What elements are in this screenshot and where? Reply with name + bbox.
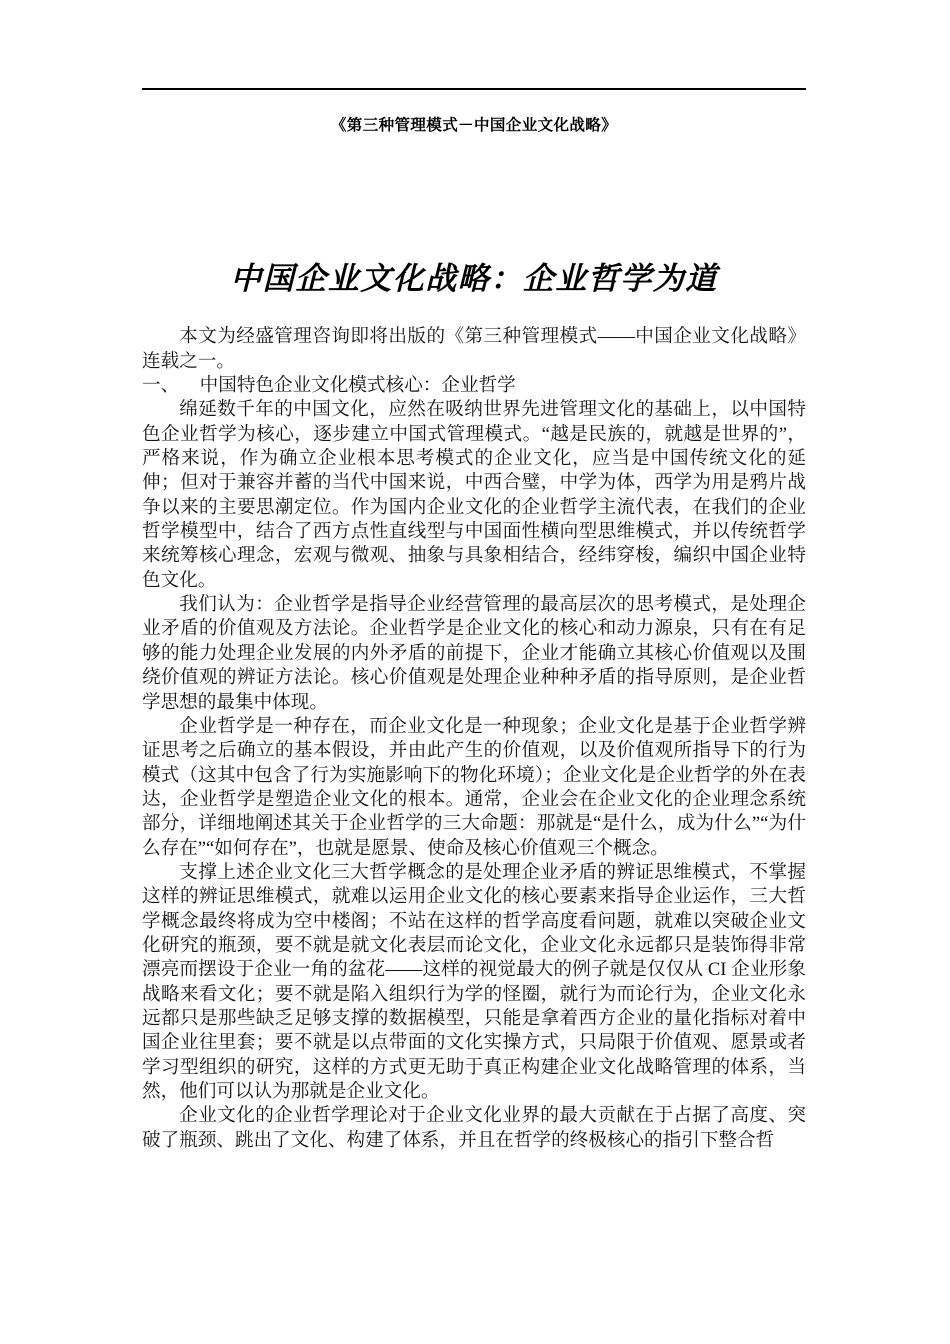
body-paragraph: 企业哲学是一种存在，而企业文化是一种现象；企业文化是基于企业哲学辨证思考之后确立的基本假设，并由此产生的价值观，以及价值观所指导下的行为模式（这其中包含了行为实施影响下的物化环境）；企业文化是企业哲学的外在表达，企业哲学是塑造企业文化的根本。通常，企业会在企业文化的企业理念系统部分，详细地阐述其关于企业哲学的三大命题：那就是“是什么，成为什么”“为什么存在”“如何存在”，也就是愿景、使命及核心价值观三个概念。 (142, 715, 806, 859)
section-heading (142, 374, 806, 398)
page-content-column (142, 0, 806, 1153)
page-title: 中国企业文化战略：企业哲学为道 (230, 260, 718, 296)
section-number: 一、 (142, 375, 180, 397)
body-paragraph: 绵延数千年的中国文化，应然在吸纳世界先进管理文化的基础上，以中国特色企业哲学为核心，逐步建立中国式管理模式。“越是民族的，就越是世界的”，严格来说，作为确立企业根本思考模式的企业文化，应当是中国传统文化的延伸；但对于兼容并蓄的当代中国来说，中西合璧，中学为体，西学为用是鸦片战争以来的主要思潮定位。作为国内企业文化的企业哲学主流代表，在我们的企业哲学模型中，结合了西方点性直线型与中国面性横向型思维模式，并以传统哲学来统筹核心理念，宏观与微观、抽象与具象相结合，经纬穿梭，编织中国企业特色文化。 (142, 399, 806, 591)
document-body (142, 298, 806, 1153)
running-header-title: 《第三种管理模式－中国企业文化战略》 (330, 117, 618, 134)
running-header (142, 0, 806, 136)
body-paragraph: 支撑上述企业文化三大哲学概念的是处理企业矛盾的辨证思维模式，不掌握这样的辨证思维模式，就难以运用企业文化的核心要素来指导企业运作，三大哲学概念最终将成为空中楼阁；不站在这样的哲学高度看问题，就难以突破企业文化研究的瓶颈，要不就是就文化表层而论文化，企业文化永远都只是装饰得非常漂亮而摆设于企业一角的盆花——这样的视觉最大的例子就是仅仅从 CI 企业形象战略来看文化；要不就是陷入组织行为学的怪圈，就行为而论行为，企业文化永远都只是那些缺乏足够支撑的数据模型，只能是拿着西方企业的量化指标对着中国企业往里套；要不就是以点带面的文化实操方式，只局限于价值观、愿景或者学习型组织的研究，这样的方式更无助于真正构建企业文化战略管理的体系，当然，他们可以认为那就是企业文化。 (142, 861, 806, 1102)
section-title: 中国特色企业文化模式核心：企业哲学 (199, 375, 516, 397)
intro-paragraph: 本文为经盛管理咨询即将出版的《第三种管理模式——中国企业文化战略》连载之一。 (142, 326, 806, 372)
body-paragraph: 企业文化的企业哲学理论对于企业文化业界的最大贡献在于占据了高度、突破了瓶颈、跳出了文化、构建了体系，并且在哲学的终极核心的指引下整合哲 (142, 1105, 806, 1151)
body-paragraph: 我们认为：企业哲学是指导企业经营管理的最高层次的思考模式，是处理企业矛盾的价值观及方法论。企业哲学是企业文化的核心和动力源泉，只有在有足够的能力处理企业发展的内外矛盾的前提下，企业才能确立其核心价值观以及围绕价值观的辨证方法论。核心价值观是处理企业种种矛盾的指导原则，是企业哲学思想的最集中体现。 (142, 594, 806, 713)
